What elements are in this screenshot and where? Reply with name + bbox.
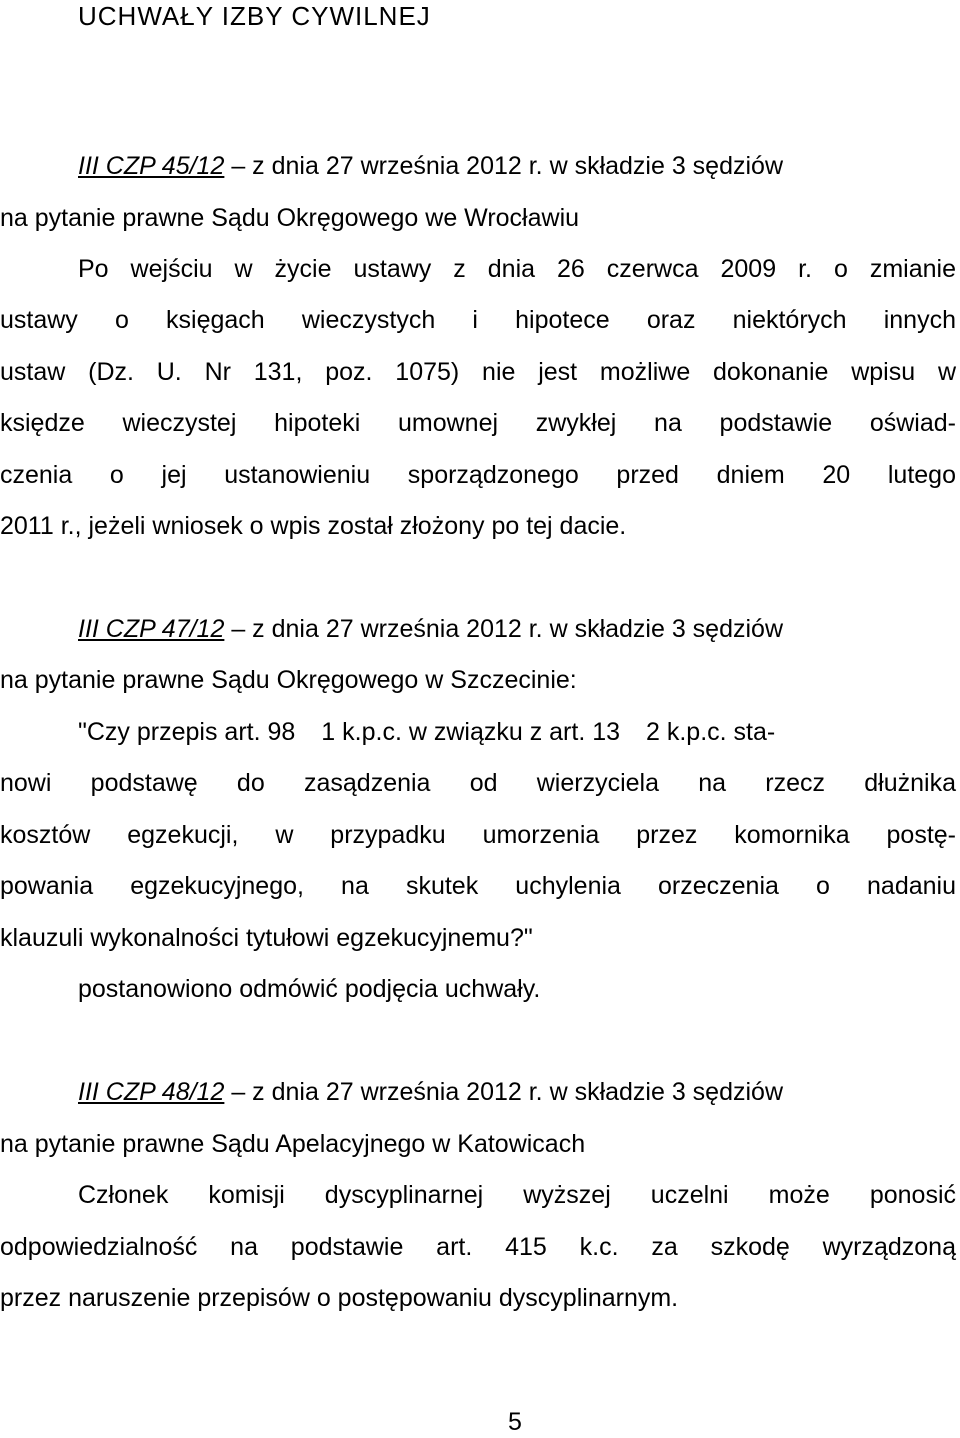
case-number: III CZP 47/12 (78, 615, 225, 643)
resolution-heading (78, 1076, 956, 1108)
body-line: Po wejściu w życie ustawy z dnia 26 czerwca 2009 r. o zmianie (78, 255, 956, 283)
court-line: na pytanie prawne Sądu Okręgowego we Wrocławiu (0, 204, 580, 232)
case-number: III CZP 48/12 (78, 1078, 225, 1106)
body-line: klauzuli wykonalności tytułowi egzekucyjnemu?" (0, 924, 533, 952)
heading-rest: – z dnia 27 września 2012 r. w składzie 3 sędziów (224, 152, 784, 180)
body-line: księdze wieczystej hipoteki umownej zwykłej na podstawie oświad- (0, 409, 956, 437)
resolution-heading (78, 150, 956, 182)
question-line (78, 716, 956, 748)
court-line: na pytanie prawne Sądu Apelacyjnego w Katowicach (0, 1130, 586, 1158)
body-line: powania egzekucyjnego, na skutek uchylenia orzeczenia o nadaniu (0, 872, 956, 900)
court-line: na pytanie prawne Sądu Okręgowego w Szczecinie: (0, 666, 577, 694)
body-line: odpowiedzialność na podstawie art. 415 k.c. za szkodę wyrządzoną (0, 1233, 956, 1261)
body-line: czenia o jej ustanowieniu sporządzonego przed dniem 20 lutego (0, 461, 956, 489)
body-line: ustaw (Dz. U. Nr 131, poz. 1075) nie jest możliwe dokonanie wpisu w (0, 358, 956, 386)
heading-rest: – z dnia 27 września 2012 r. w składzie 3 sędziów (224, 1078, 784, 1106)
question-part: "Czy przepis art. 98 (78, 718, 296, 746)
body-line: 2011 r., jeżeli wniosek o wpis został złożony po tej dacie. (0, 512, 627, 540)
body-line: kosztów egzekucji, w przypadku umorzenia przez komornika postę- (0, 821, 956, 849)
resolution-heading (78, 613, 956, 645)
body-line: nowi podstawę do zasądzenia od wierzyciela na rzecz dłużnika (0, 769, 956, 797)
body-line: przez naruszenie przepisów o postępowaniu dyscyplinarnym. (0, 1284, 679, 1312)
body-line: Członek komisji dyscyplinarnej wyższej uczelni może ponosić (78, 1181, 956, 1209)
case-number: III CZP 45/12 (78, 152, 225, 180)
heading-rest: – z dnia 27 września 2012 r. w składzie 3 sędziów (224, 615, 784, 643)
question-part: 2 k.p.c. sta- (646, 718, 776, 746)
page-title: UCHWAŁY IZBY CYWILNEJ (78, 1, 431, 31)
decision-line: postanowiono odmówić podjęcia uchwały. (78, 975, 541, 1003)
body-line: ustawy o księgach wieczystych i hipotece oraz niektórych innych (0, 306, 956, 334)
page-number: 5 (508, 1408, 522, 1436)
question-part: 1 k.p.c. w związku z art. 13 (321, 718, 621, 746)
